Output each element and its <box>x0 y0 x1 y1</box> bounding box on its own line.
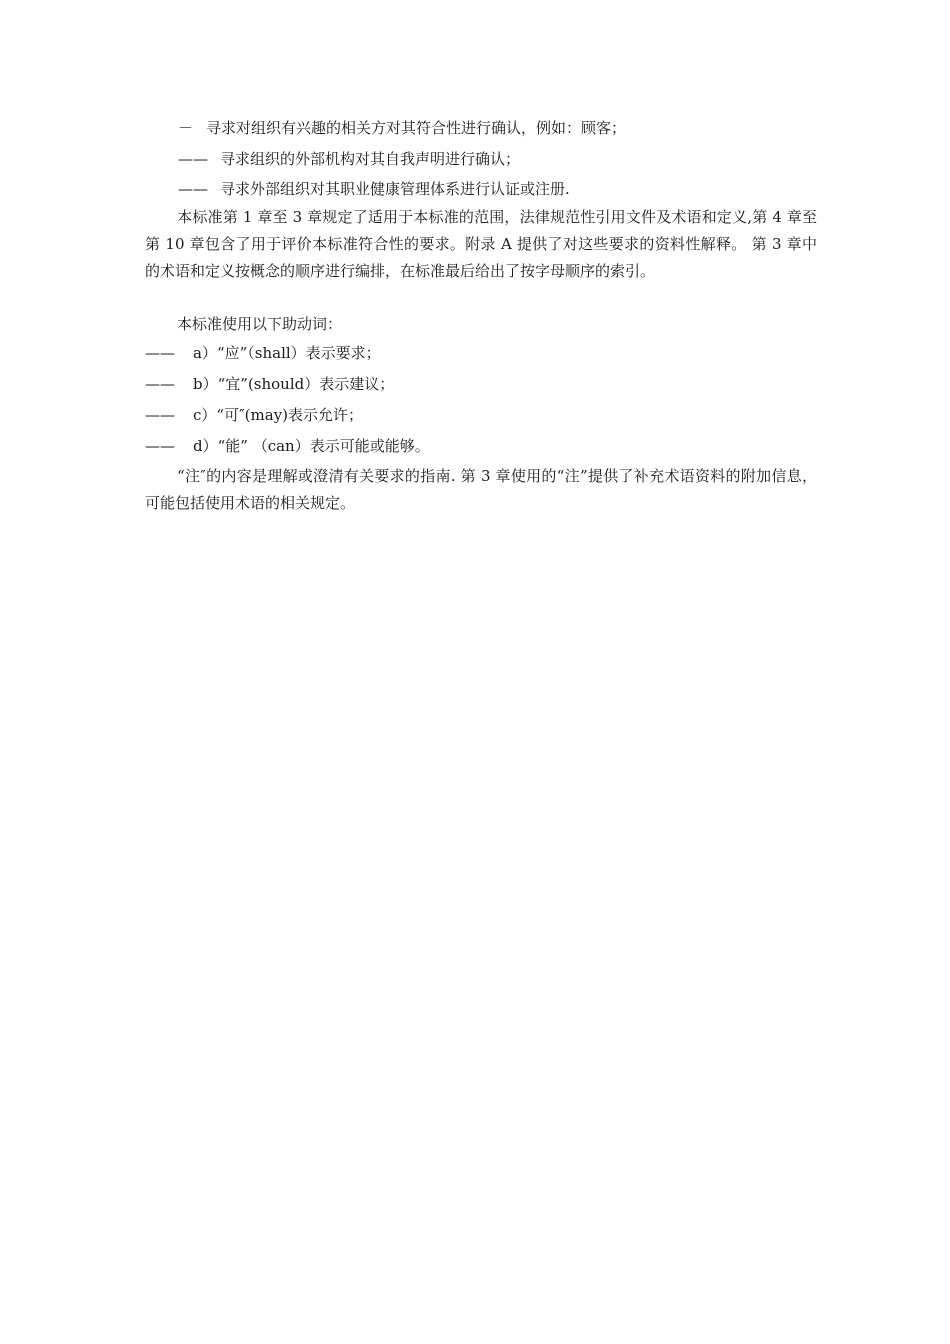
list-item-text: 寻求组织的外部机构对其自我声明进行确认； <box>220 150 521 168</box>
list-item-text: 寻求对组织有兴趣的相关方对其符合性进行确认，例如：顾客； <box>206 119 627 137</box>
list-item <box>178 118 626 138</box>
note-paragraph <box>145 463 817 517</box>
scope-paragraph-text: 本标准第 1 章至 3 章规定了适用于本标准的范围，法律规范性引用文件及术语和定义,第 4 章至第 10 章包含了用于评价本标准符合性的要求。附录 A 提供了对这些要求的资料性解释。 第 3 章中的术语和定义按概念的顺序进行编排，在标准最后给出了按字母顺序的索引。 <box>145 208 817 280</box>
list-item <box>178 179 570 199</box>
list-item-text: a）“应”（shall）表示要求； <box>193 344 381 362</box>
list-item-text: c）“可″(may)表示允许； <box>193 406 364 424</box>
list-item-text: b）“宜”(should）表示建议； <box>193 375 395 393</box>
list-item <box>145 343 381 363</box>
list-item <box>145 436 430 456</box>
list-dash: —— <box>145 344 175 362</box>
scope-paragraph <box>145 204 817 285</box>
list-item-text: 寻求外部组织对其职业健康管理体系进行认证或注册. <box>220 180 570 198</box>
list-dash: —— <box>145 437 175 455</box>
verbs-intro: 本标准使用以下助动词： <box>177 315 343 333</box>
list-dash: —— <box>145 375 175 393</box>
list-item-text: d）“能” （can）表示可能或能够。 <box>193 437 430 455</box>
list-item <box>145 405 363 425</box>
list-dash: —— <box>145 406 175 424</box>
list-item <box>145 374 394 394</box>
note-paragraph-text: “注″的内容是理解或澄清有关要求的指南. 第 3 章使用的“注”提供了补充术语资料的附加信息，可能包括使用术语的相关规定。 <box>145 467 817 512</box>
list-dash: —— <box>178 150 208 168</box>
list-dash: —— <box>178 180 208 198</box>
list-dash: － <box>178 119 194 137</box>
list-item <box>178 149 520 169</box>
